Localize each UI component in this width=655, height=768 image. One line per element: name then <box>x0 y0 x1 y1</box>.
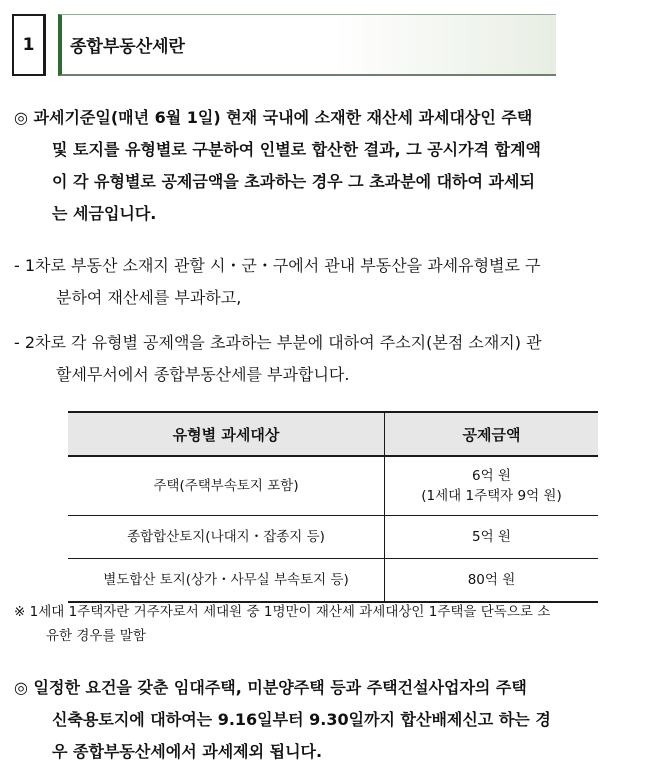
step2-line-2: 할세무서에서 종합부동산세를 부과합니다. <box>56 365 350 384</box>
exclusion-line-1-text: 일정한 요건을 갖춘 임대주택, 미분양주택 등과 주택건설사업자의 주택 <box>33 678 527 697</box>
row-amount-value: 6억 원 <box>472 468 511 484</box>
section-number: 1 <box>12 14 46 76</box>
table-row <box>68 516 598 559</box>
row-amount: 5억 원 <box>385 516 599 559</box>
table-header-row <box>68 412 598 456</box>
row-amount <box>385 456 599 516</box>
exclusion-paragraph <box>14 672 644 768</box>
exclusion-line-1 <box>14 672 644 704</box>
row-type: 별도합산 토지(상가・사무실 부속토지 등) <box>68 559 385 603</box>
exclusion-line-2: 신축용토지에 대하여는 9.16일부터 9.30일까지 합산배제신고 하는 경 <box>52 710 551 729</box>
section-title: 종합부동산세란 <box>58 14 556 76</box>
step2-paragraph <box>14 327 644 391</box>
footnote-line-2: 유한 경우를 말함 <box>46 628 146 644</box>
intro-line-4: 는 세금입니다. <box>52 204 157 223</box>
step1-paragraph <box>14 250 644 314</box>
step1-line-1: - 1차로 부동산 소재지 관할 시・군・구에서 관내 부동산을 과세유형별로 구 <box>14 256 541 275</box>
intro-paragraph <box>14 102 644 230</box>
row-amount-note: (1세대 1주택자 9억 원) <box>421 488 562 504</box>
section-header <box>12 14 556 78</box>
table-row <box>68 559 598 603</box>
header-amount: 공제금액 <box>385 412 599 456</box>
footnote-line-1: ※ 1세대 1주택자란 거주자로서 세대원 중 1명만이 재산세 과세대상인 1주택을 단독으로 소 <box>14 604 551 620</box>
bullet-icon: ◎ <box>14 108 28 127</box>
step1-line-2: 분하여 재산세를 부과하고, <box>56 288 242 307</box>
intro-line-3: 이 각 유형별로 공제금액을 초과하는 경우 그 초과분에 대하여 과세되 <box>52 172 535 191</box>
intro-line-1 <box>14 102 644 134</box>
intro-line-1-text: 과세기준일(매년 6월 1일) 현재 국내에 소재한 재산세 과세대상인 주택 <box>33 108 533 127</box>
intro-line-2: 및 토지를 유형별로 구분하여 인별로 합산한 결과, 그 공시가격 합계액 <box>52 140 541 159</box>
bullet-icon: ◎ <box>14 678 28 697</box>
row-amount: 80억 원 <box>385 559 599 603</box>
footnote <box>14 600 644 648</box>
header-type: 유형별 과세대상 <box>68 412 385 456</box>
deduction-table <box>68 411 598 603</box>
exclusion-line-3: 우 종합부동산세에서 과세제외 됩니다. <box>52 742 323 761</box>
row-type: 종합합산토지(나대지・잡종지 등) <box>68 516 385 559</box>
step2-line-1: - 2차로 각 유형별 공제액을 초과하는 부분에 대하여 주소지(본점 소재지) 관 <box>14 333 542 352</box>
row-type: 주택(주택부속토지 포함) <box>68 456 385 516</box>
table-row <box>68 456 598 516</box>
